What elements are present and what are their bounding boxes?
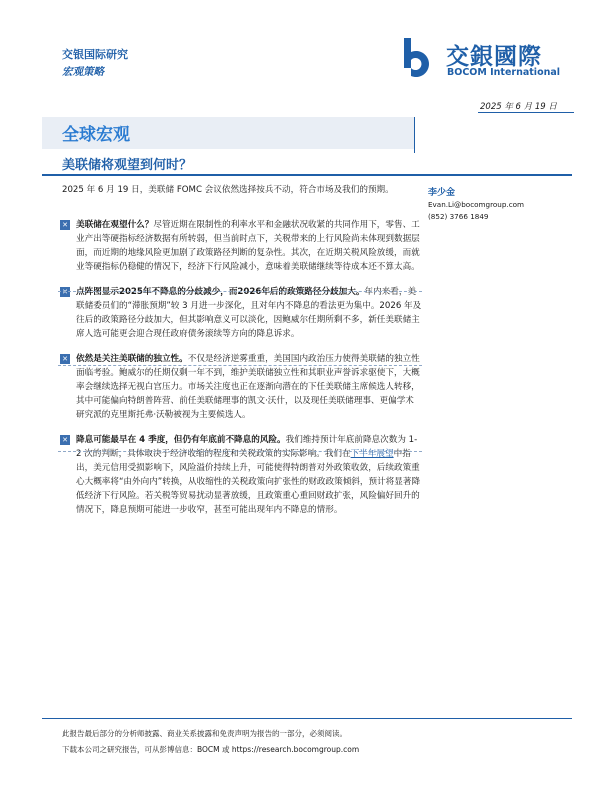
bocom-logo	[402, 36, 572, 84]
author-phone: (852) 3766 1849	[428, 212, 489, 221]
key-point-body: 我们维持预计年底前降息次数为 1-2 次的判断，具体取决于经济收缩的程度和关税政策的实际影响。我们在	[76, 435, 418, 459]
bullet-divider	[58, 365, 422, 366]
report-date: 2025 年 6 月 19 日	[480, 102, 557, 112]
logo-english-text: BOCOM International	[447, 67, 561, 78]
author-name: 李少金	[428, 188, 456, 198]
footer-divider	[42, 718, 572, 719]
section-name: 宏观策略	[62, 66, 104, 78]
footer-disclaimer: 此报告最后部分的分析师披露、商业关系披露和免责声明为报告的一部分，必须阅读。	[62, 729, 347, 738]
key-point	[58, 218, 422, 274]
key-point-heading: 依然是关注美联储的独立性。	[76, 354, 188, 364]
key-point-body: 中指出，美元信用受损影响下，风险溢价持续上升，可能使得特朗普对外政策收敛，后续政策重心大概率将“由外向内”转换，从收缩性的关税政策向扩张性的财政政策倾斜，预计将显著降低经济下行风险。若关税等贸易扰动显著放缓，且政策重心重回财政扩张，风险偏好回升的情况下，降息预期可能进一步收窄，甚至可能出现年内不降息的情形。	[76, 449, 421, 515]
bullet-divider	[58, 451, 422, 452]
key-point-body: 不仅是经济逆雾重重，美国国内政治压力使得美联储的独立性面临考验。鲍威尔的任期仅剩一年不到，维护美联储独立性和其职业声誉诉求驱使下，大概率会继续选择无视白宫压力。市场关注度也正在逐渐向潜在的下任美联储主席候选人转移，其中可能偏向特朗普阵营、前任美联储理事的凯文·沃什，以及现任美联储理事、更偏学术研究派的克里斯托弗·沃勒被视为主要候选人。	[76, 354, 420, 420]
checkbox-bullet-icon: ✕	[60, 287, 70, 297]
logo-chinese-text: 交銀國際	[446, 44, 542, 70]
checkbox-bullet-icon: ✕	[60, 354, 70, 364]
key-point-body: 年内来看，美联储委员们的“滞胀预期”较 3 月进一步深化，且对年内不降息的看法更为集中。2026 年及往后的政策路径分歧加大，但其影响意义可以淡化，因鲍威尔任期所剩不多，新任美联储主席人选可能更会迎合现任政府债务滚续等方向的降息诉求。	[76, 287, 422, 339]
bocom-logo-mark-icon	[402, 36, 442, 82]
subtitle-divider	[42, 174, 572, 176]
key-point-heading: 降息可能最早在 4 季度，但仍有年底前不降息的风险。	[76, 435, 286, 445]
report-subtitle: 美联储将观望到何时？	[62, 158, 193, 173]
key-point	[58, 285, 422, 341]
checkbox-bullet-icon: ✕	[60, 220, 70, 230]
org-name: 交银国际研究	[62, 48, 128, 61]
key-point-heading: 美联储在观望什么？	[76, 220, 154, 230]
key-point-body: 尽管近期在限制性的利率水平和金融状况收紧的共同作用下，零售、工业产出等硬指标经济数据有所转弱，但当前时点下，关税带来的上行风险尚未体现到数据层面，而近期的地缘风险更加剧了政策路径判断的复杂性。其次，在近期关税风险放缓，而就业等硬指标仍稳健的情况下，经济下行风险减小，意味着美联储继续等待成本还不算太高。	[76, 220, 420, 272]
author-email[interactable]: Evan.Li@bocomgroup.com	[428, 200, 525, 209]
checkbox-bullet-icon: ✕	[60, 435, 70, 445]
key-point-heading: 点阵图显示2025年不降息的分歧减少，而2026年后的政策路径分歧加大。	[76, 287, 365, 297]
key-points-list	[58, 218, 422, 528]
lead-paragraph: 2025 年 6 月 19 日，美联储 FOMC 会议依然选择按兵不动，符合市场及我们的预期。	[62, 185, 394, 195]
key-point	[58, 433, 422, 517]
page-title: 全球宏观	[62, 125, 130, 145]
title-vertical-rule	[414, 117, 415, 153]
outlook-report-link[interactable]: 下半年展望	[350, 449, 394, 459]
date-divider	[478, 112, 574, 113]
key-point	[58, 352, 422, 422]
footer-download-info[interactable]: 下载本公司之研究报告，可从彭博信息：BOCM 或 https://research.bocomgroup.com	[62, 745, 360, 754]
bullet-divider	[58, 291, 422, 292]
